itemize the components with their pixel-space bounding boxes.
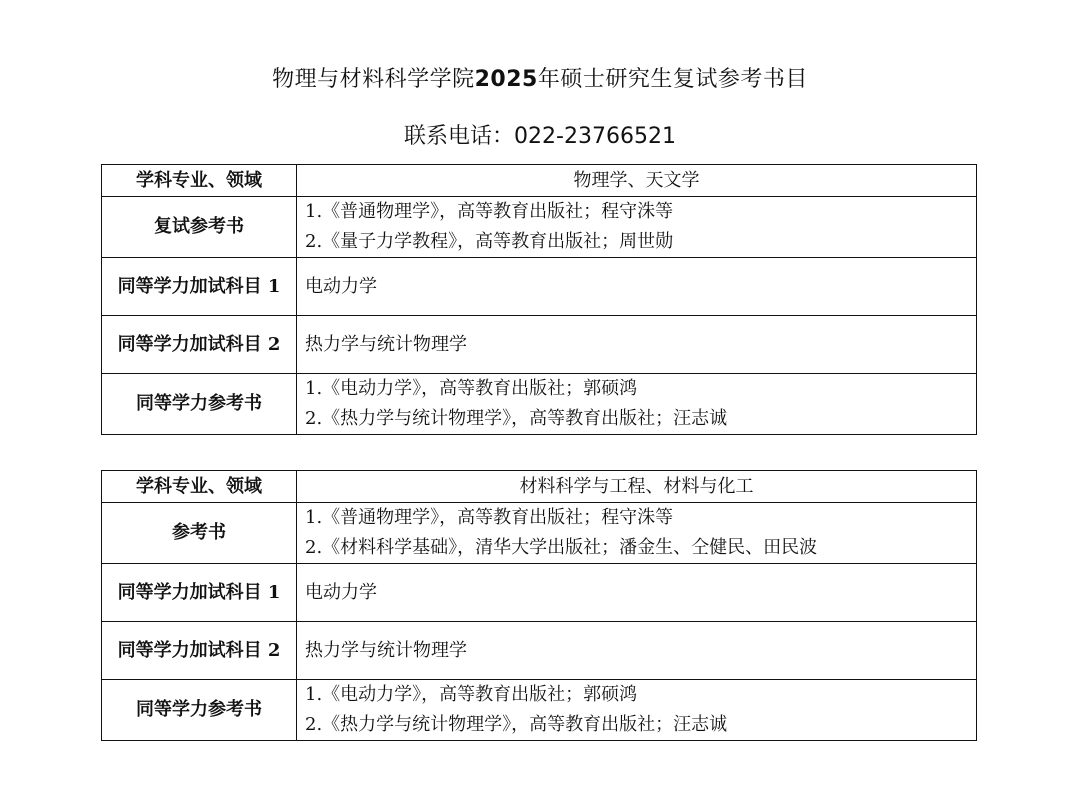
cell-line: 2.《热力学与统计物理学》，高等教育出版社；汪志诚 bbox=[305, 714, 728, 735]
row-label: 同等学力参考书 bbox=[102, 680, 297, 741]
row-label: 学科专业、领域 bbox=[102, 165, 297, 197]
row-label: 同等学力参考书 bbox=[102, 374, 297, 435]
row-label: 同等学力加试科目 1 bbox=[102, 258, 297, 316]
table-row bbox=[102, 503, 977, 564]
row-label: 参考书 bbox=[102, 503, 297, 564]
cell-line: 电动力学 bbox=[305, 581, 377, 603]
extra-subject-cell bbox=[297, 622, 977, 680]
cell-line: 物理学、天文学 bbox=[573, 169, 700, 191]
row-label: 复试参考书 bbox=[102, 197, 297, 258]
title-year: 2025 bbox=[474, 67, 538, 92]
discipline-value bbox=[297, 165, 977, 197]
cell-line: 热力学与统计物理学 bbox=[305, 333, 467, 355]
cell-line: 材料科学与工程、材料与化工 bbox=[519, 475, 754, 497]
materials-reference-table bbox=[101, 470, 977, 741]
table-row bbox=[102, 165, 977, 197]
discipline-value bbox=[297, 471, 977, 503]
cell-line: 2.《材料科学基础》，清华大学出版社；潘金生、仝健民、田民波 bbox=[305, 537, 818, 558]
row-label: 同等学力加试科目 1 bbox=[102, 564, 297, 622]
cell-line: 2.《量子力学教程》，高等教育出版社；周世勋 bbox=[305, 231, 674, 252]
equivalent-reference-books-cell bbox=[297, 680, 977, 741]
document-title bbox=[0, 62, 1080, 93]
row-label: 学科专业、领域 bbox=[102, 471, 297, 503]
title-suffix: 年硕士研究生复试参考书目 bbox=[537, 67, 808, 92]
cell-line: 热力学与统计物理学 bbox=[305, 639, 467, 661]
table-row bbox=[102, 258, 977, 316]
row-label: 同等学力加试科目 2 bbox=[102, 316, 297, 374]
cell-line: 2.《热力学与统计物理学》，高等教育出版社；汪志诚 bbox=[305, 408, 728, 429]
cell-line: 1.《普通物理学》，高等教育出版社；程守洙等 bbox=[305, 507, 674, 528]
table-row bbox=[102, 680, 977, 741]
cell-line: 1.《普通物理学》，高等教育出版社；程守洙等 bbox=[305, 201, 674, 222]
table-row bbox=[102, 197, 977, 258]
reference-books-cell bbox=[297, 197, 977, 258]
extra-subject-cell bbox=[297, 564, 977, 622]
physics-reference-table bbox=[101, 164, 977, 435]
table-row bbox=[102, 316, 977, 374]
table-row bbox=[102, 564, 977, 622]
cell-line: 电动力学 bbox=[305, 275, 377, 297]
cell-line: 1.《电动力学》，高等教育出版社；郭硕鸿 bbox=[305, 684, 638, 705]
table-row bbox=[102, 471, 977, 503]
extra-subject-cell bbox=[297, 316, 977, 374]
title-prefix: 物理与材料科学学院 bbox=[272, 67, 475, 92]
reference-books-cell bbox=[297, 503, 977, 564]
contact-phone: 联系电话：022-23766521 bbox=[404, 124, 676, 149]
table-row bbox=[102, 374, 977, 435]
table-row bbox=[102, 622, 977, 680]
extra-subject-cell bbox=[297, 258, 977, 316]
equivalent-reference-books-cell bbox=[297, 374, 977, 435]
cell-line: 1.《电动力学》，高等教育出版社；郭硕鸿 bbox=[305, 378, 638, 399]
row-label: 同等学力加试科目 2 bbox=[102, 622, 297, 680]
